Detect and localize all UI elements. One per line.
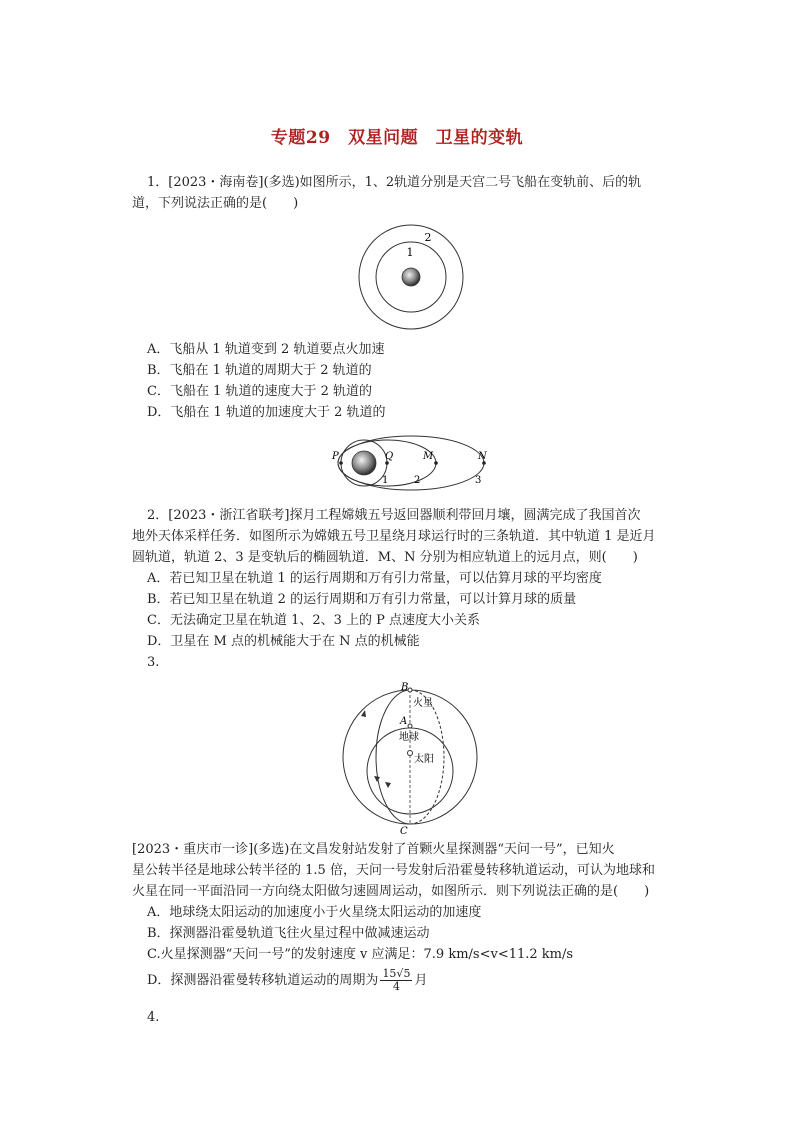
fraction-denominator: 4 (392, 980, 400, 993)
label-mars: 火星 (413, 698, 433, 709)
q1-stem-line1: 1．[2023・海南卷](多选)如图所示，1、2轨道分别是天宫二号飞船在变轨前、后的轨 (147, 175, 642, 190)
q2-option-d: D．卫星在 M 点的机械能大于在 N 点的机械能 (147, 634, 420, 649)
label-c: C (400, 826, 408, 836)
arrow-earth-orbit (374, 776, 380, 782)
q3-stem-line1: [2023・重庆市一诊](多选)在文昌发射站发射了首颗火星探测器“天问一号”，已知火 (132, 842, 615, 857)
q3-option-b: B．探测器沿霍曼轨道飞往火星过程中做减速运动 (147, 926, 430, 941)
q1-orbit-figure (355, 222, 470, 332)
q2-option-b: B．若已知卫星在轨道 2 的运行周期和万有引力常量，可以计算月球的质量 (147, 592, 577, 607)
point-b (408, 688, 412, 692)
q3-option-d-unit: 月 (414, 973, 428, 988)
q3-option-a: A．地球绕太阳运动的加速度小于火星绕太阳运动的加速度 (147, 905, 482, 920)
q1-option-b: B．飞船在 1 轨道的周期大于 2 轨道的 (147, 363, 372, 378)
label-sun: 太阳 (414, 754, 434, 765)
q4-number: 4. (147, 1010, 160, 1025)
q2-option-c: C．无法确定卫星在轨道 1、2、3 上的 P 点速度大小关系 (147, 613, 481, 628)
earth-sphere (402, 268, 420, 286)
q1-stem-line2: 道，下列说法正确的是( ) (132, 196, 299, 211)
moon-sphere (352, 451, 376, 475)
label-m: M (423, 451, 434, 462)
q2-stem-line2: 地外天体采样任务．如图所示为嫦娥五号卫星绕月球运行时的三条轨道．其中轨道 1 是近月 (132, 529, 656, 544)
q2-option-a: A．若已知卫星在轨道 1 的运行周期和万有引力常量，可以估算月球的平均密度 (147, 571, 602, 586)
q1-option-d: D．飞船在 1 轨道的加速度大于 2 轨道的 (147, 405, 386, 420)
label-q: Q (385, 451, 394, 462)
label-n: N (478, 451, 487, 462)
label-orbit-2: 2 (414, 475, 421, 486)
q3-option-d (147, 966, 427, 996)
q3-option-c: C.火星探测器“天问一号”的发射速度 v 应满足：7.9 km/s<v<11.2 km/s (147, 947, 574, 962)
q3-option-d-fraction (380, 968, 412, 993)
page-title: 专题29 双星问题 卫星的变轨 (270, 128, 524, 148)
sun-point (408, 751, 413, 756)
orbit-2-label: 2 (424, 231, 432, 244)
transfer-orbit-solid (376, 690, 410, 824)
label-earth: 地球 (399, 732, 419, 743)
orbit-1-label: 1 (406, 246, 414, 259)
q1-option-a: A．飞船从 1 轨道变到 2 轨道要点火加速 (147, 342, 385, 357)
arrow-transfer (385, 782, 391, 788)
q3-orbit-figure (340, 678, 480, 836)
label-orbit-1: 1 (382, 475, 389, 486)
point-a (408, 724, 412, 728)
q2-stem-line3: 圆轨道，轨道 2、3 是变轨后的椭圆轨道．M、N 分别为相应轨道上的远月点，则( ) (132, 550, 638, 565)
q3-stem-line3: 火星在同一平面沿同一方向绕太阳做匀速圆周运动，如图所示．则下列说法正确的是( ) (132, 884, 650, 899)
label-a: A (400, 716, 408, 727)
point-m (434, 461, 438, 465)
q2-orbit-figure (330, 432, 500, 494)
point-p (339, 461, 343, 465)
label-b: B (401, 682, 409, 693)
q3-stem-line2: 星公转半径是地球公转半径的 1.5 倍，天问一号发射后沿霍曼转移轨道运动，可认为地球和 (132, 863, 655, 878)
q3-number: 3. (147, 655, 160, 670)
q1-option-c: C．飞船在 1 轨道的速度大于 2 轨道的 (147, 384, 373, 399)
q2-stem-line1: 2．[2023・浙江省联考]探月工程嫦娥五号返回器顺利带回月壤，圆满完成了我国首次 (147, 508, 641, 523)
label-orbit-3: 3 (475, 475, 482, 486)
q3-option-d-text: D．探测器沿霍曼转移轨道运动的周期为 (147, 973, 379, 988)
fraction-numerator: 15√5 (382, 967, 411, 980)
label-p: P (332, 451, 339, 462)
